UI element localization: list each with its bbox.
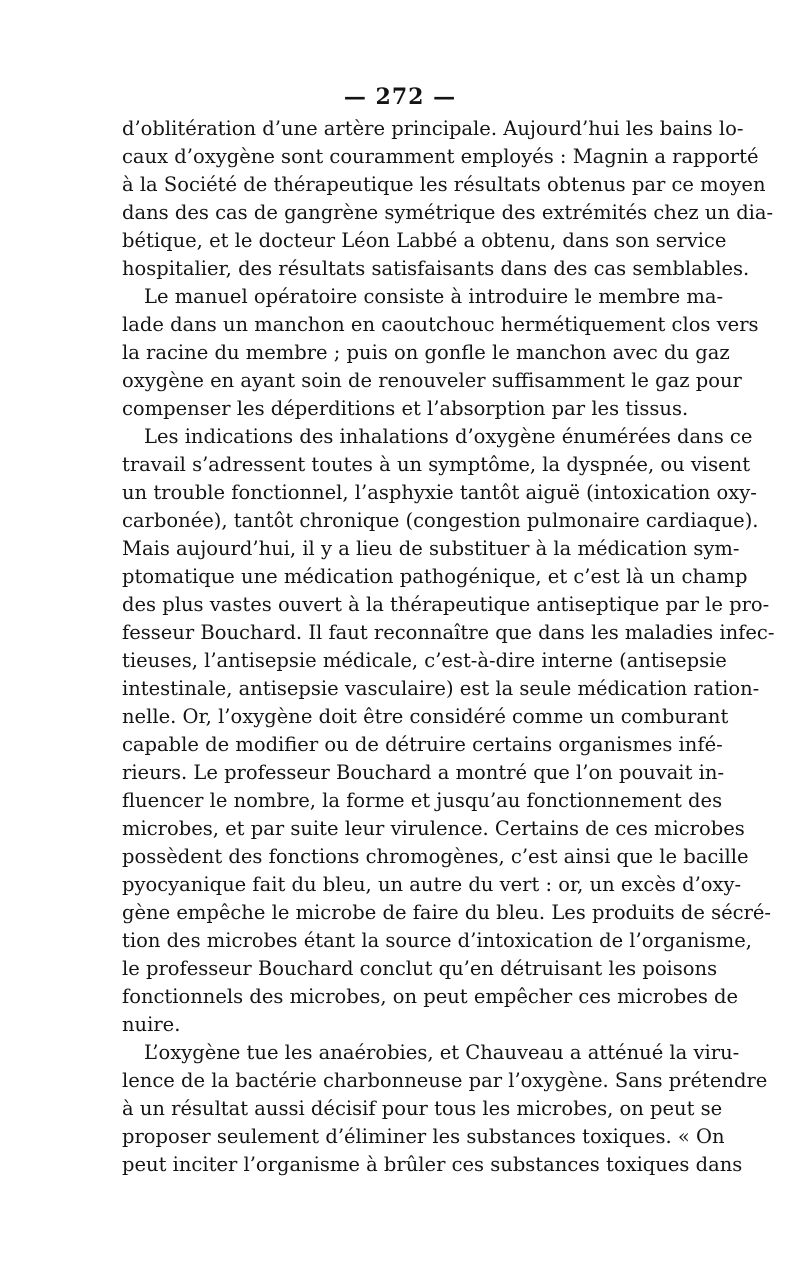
text-line: Les indications des inhalations d’oxygène énumérées dans ce [144,425,753,448]
text-line: fesseur Bouchard. Il faut reconnaître que dans les maladies infec- [122,621,775,644]
text-line: nelle. Or, l’oxygène doit être considéré comme un comburant [122,705,729,728]
text-line: L’oxygène tue les anaérobies, et Chauveau a atténué la viru- [144,1041,740,1064]
text-line: Mais aujourd’hui, il y a lieu de substituer à la médication sym- [122,537,740,560]
text-line: à la Société de thérapeutique les résultats obtenus par ce moyen [122,173,766,196]
text-line: rieurs. Le professeur Bouchard a montré que l’on pouvait in- [122,761,725,784]
text-line: compenser les déperditions et l’absorption par les tissus. [122,397,689,420]
text-line: des plus vastes ouvert à la thérapeutique antiseptique par le pro- [122,593,770,616]
text-line: lence de la bactérie charbonneuse par l’oxygène. Sans prétendre [122,1069,768,1092]
text-line: hospitalier, des résultats satisfaisants dans des cas semblables. [122,257,750,280]
text-line: nuire. [122,1013,181,1036]
text-line: microbes, et par suite leur virulence. Certains de ces microbes [122,817,745,840]
text-line: intestinale, antisepsie vasculaire) est la seule médication ration- [122,677,760,700]
text-line: dans des cas de gangrène symétrique des extrémités chez un dia- [122,201,774,224]
text-line: ptomatique une médication pathogénique, et c’est là un champ [122,565,748,588]
text-line: possèdent des fonctions chromogènes, c’est ainsi que le bacille [122,845,749,868]
text-line: carbonée), tantôt chronique (congestion pulmonaire cardiaque). [122,509,759,532]
text-line: oxygène en ayant soin de renouveler suffisamment le gaz pour [122,369,742,392]
text-line: fonctionnels des microbes, on peut empêcher ces microbes de [122,985,739,1008]
text-line: à un résultat aussi décisif pour tous les microbes, on peut se [122,1097,723,1120]
text-line: pyocyanique fait du bleu, un autre du vert : or, un excès d’oxy- [122,873,742,896]
text-line: lade dans un manchon en caoutchouc hermétiquement clos vers [122,313,759,336]
text-line: tieuses, l’antisepsie médicale, c’est-à-dire interne (antisepsie [122,649,727,672]
text-line: gène empêche le microbe de faire du bleu. Les produits de sécré- [122,901,772,924]
text-line: proposer seulement d’éliminer les substances toxiques. « On [122,1125,725,1148]
text-line: tion des microbes étant la source d’intoxication de l’organisme, [122,929,752,952]
text-line: capable de modifier ou de détruire certains organismes infé- [122,733,723,756]
page-number: — 272 — [343,84,457,110]
text-line: caux d’oxygène sont couramment employés : Magnin a rapporté [122,145,759,168]
text-line: peut inciter l’organisme à brûler ces substances toxiques dans [122,1153,743,1176]
text-line: travail s’adressent toutes à un symptôme, la dyspnée, ou visent [122,453,751,476]
text-line: la racine du membre ; puis on gonfle le manchon avec du gaz [122,341,730,364]
text-line: Le manuel opératoire consiste à introduire le membre ma- [144,285,724,308]
text-line: le professeur Bouchard conclut qu’en détruisant les poisons [122,957,718,980]
text-line: bétique, et le docteur Léon Labbé a obtenu, dans son service [122,229,727,252]
text-line: d’oblitération d’une artère principale. Aujourd’hui les bains lo- [122,117,744,140]
text-line: fluencer le nombre, la forme et jusqu’au fonctionnement des [122,789,723,812]
text-line: un trouble fonctionnel, l’asphyxie tantôt aiguë (intoxication oxy- [122,481,757,504]
